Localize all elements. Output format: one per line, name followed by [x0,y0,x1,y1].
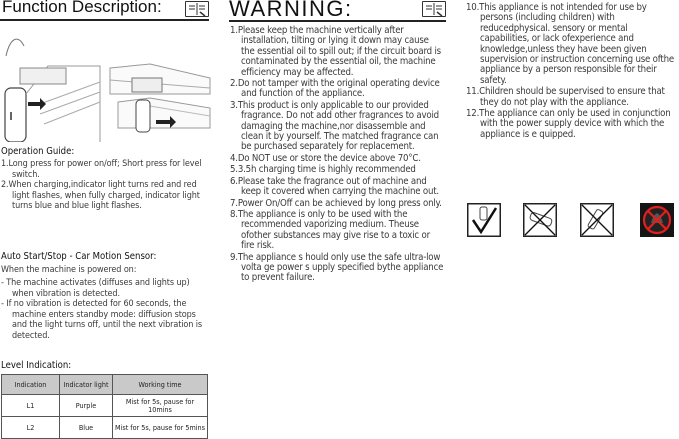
book-icon [185,1,209,17]
list-item: 11.Children should be supervised to ensure that they do not play with the appliance. [466,86,665,108]
column-header: Working time [113,375,208,395]
table-cell: L1 [2,395,60,417]
level-heading: Level Indication: [1,360,72,371]
list-item: 4.Do NOT use or store the device above 70°C. [230,152,421,164]
list-item: 1.Long press for power on/off; Short press for level switch. [1,159,202,180]
table-cell: Mist for 5s, pause for 5mins [113,417,208,439]
column-header: Indicator light [60,375,113,395]
table-cell: Blue [60,417,113,439]
list-item: 7.Power On/Off can be achieved by long press only. [230,197,442,209]
list-item: 2.Do not tamper with the original operating device and function of the appliance. [230,78,440,100]
list-item: 12.The appliance can only be used in conjunction with the power supply device with which the appliance is e quipped. [466,108,671,140]
list-item: 9.The appliance s hould only use the safe ultra-low volta ge power s upply specified bythe appliance to prevent failure. [230,251,444,284]
auto-sensor-heading: Auto Start/Stop - Car Motion Sensor: [1,251,157,262]
warning-list [230,26,444,284]
installation-illustration [0,24,212,142]
operation-guide-list [1,159,207,212]
list-item: 10.This appliance is not intended for use by persons (including children) with reducedphysical. sensory or mental capabilities, or lack ofexperience and knowledge,unless they have been given supervision or instruction concerning use ofthe appliance by a person responsible for their safety. [466,2,674,86]
column-header: Indication [2,375,60,395]
table-cell: Purple [60,395,113,417]
no-tilt-icon [523,203,557,237]
table-row [2,395,208,417]
no-heat-icon [640,203,674,237]
title-underline [229,20,446,22]
list-item: 5.3.5h charging time is highly recommended [230,164,416,176]
table-row [2,417,208,439]
book-icon [422,1,446,17]
operation-guide-heading: Operation Guide: [1,146,75,157]
auto-sensor-list [1,278,208,342]
list-item: - The machine activates (diffuses and lights up) when vibration is detected. [1,278,190,299]
warning-title: WARNING: [229,0,353,21]
table-cell: L2 [2,417,60,439]
function-title: Function Description: [2,0,162,16]
list-item: 2.When charging,indicator light turns red and red light flashes, when fully charged, indicator light turns blue and blue light flashes. [1,180,200,212]
warning-list-continued [466,3,678,140]
list-item: 3.This product is only applicable to our provided fragrance. Do not add other fragrances to avoid damaging the machine,nor disassemble and clean it by yourself. The matched fragrance can be purchased separately for replacement. [230,99,439,153]
list-item: 6.Please take the fragrance out of machine and keep it covered when carrying the machine out. [230,175,439,198]
level-table [1,374,208,439]
list-item: 8.The appliance is only to be used with the recommended vaporizing medium. Theuse ofother substances may give rise to a toxic or fire risk. [230,208,430,252]
table-cell: Mist for 5s, pause for 10mins [113,395,208,417]
no-lying-icon [580,203,614,237]
checkmark-icon [467,203,501,237]
auto-sensor-intro: When the machine is powered on: [1,265,137,275]
title-underline [0,19,209,21]
list-item: - If no vibration is detected for 60 seconds, the machine enters standby mode: diffusion stops and the light turns off, until the next vibration is detected. [1,299,203,341]
list-item: 1.Please keep the machine vertically after installation, tilting or lying it down may cause the essential oil to spill out; if the circuit board is contaminated by the essential oil, the machine efficiency may be affected. [230,25,441,78]
